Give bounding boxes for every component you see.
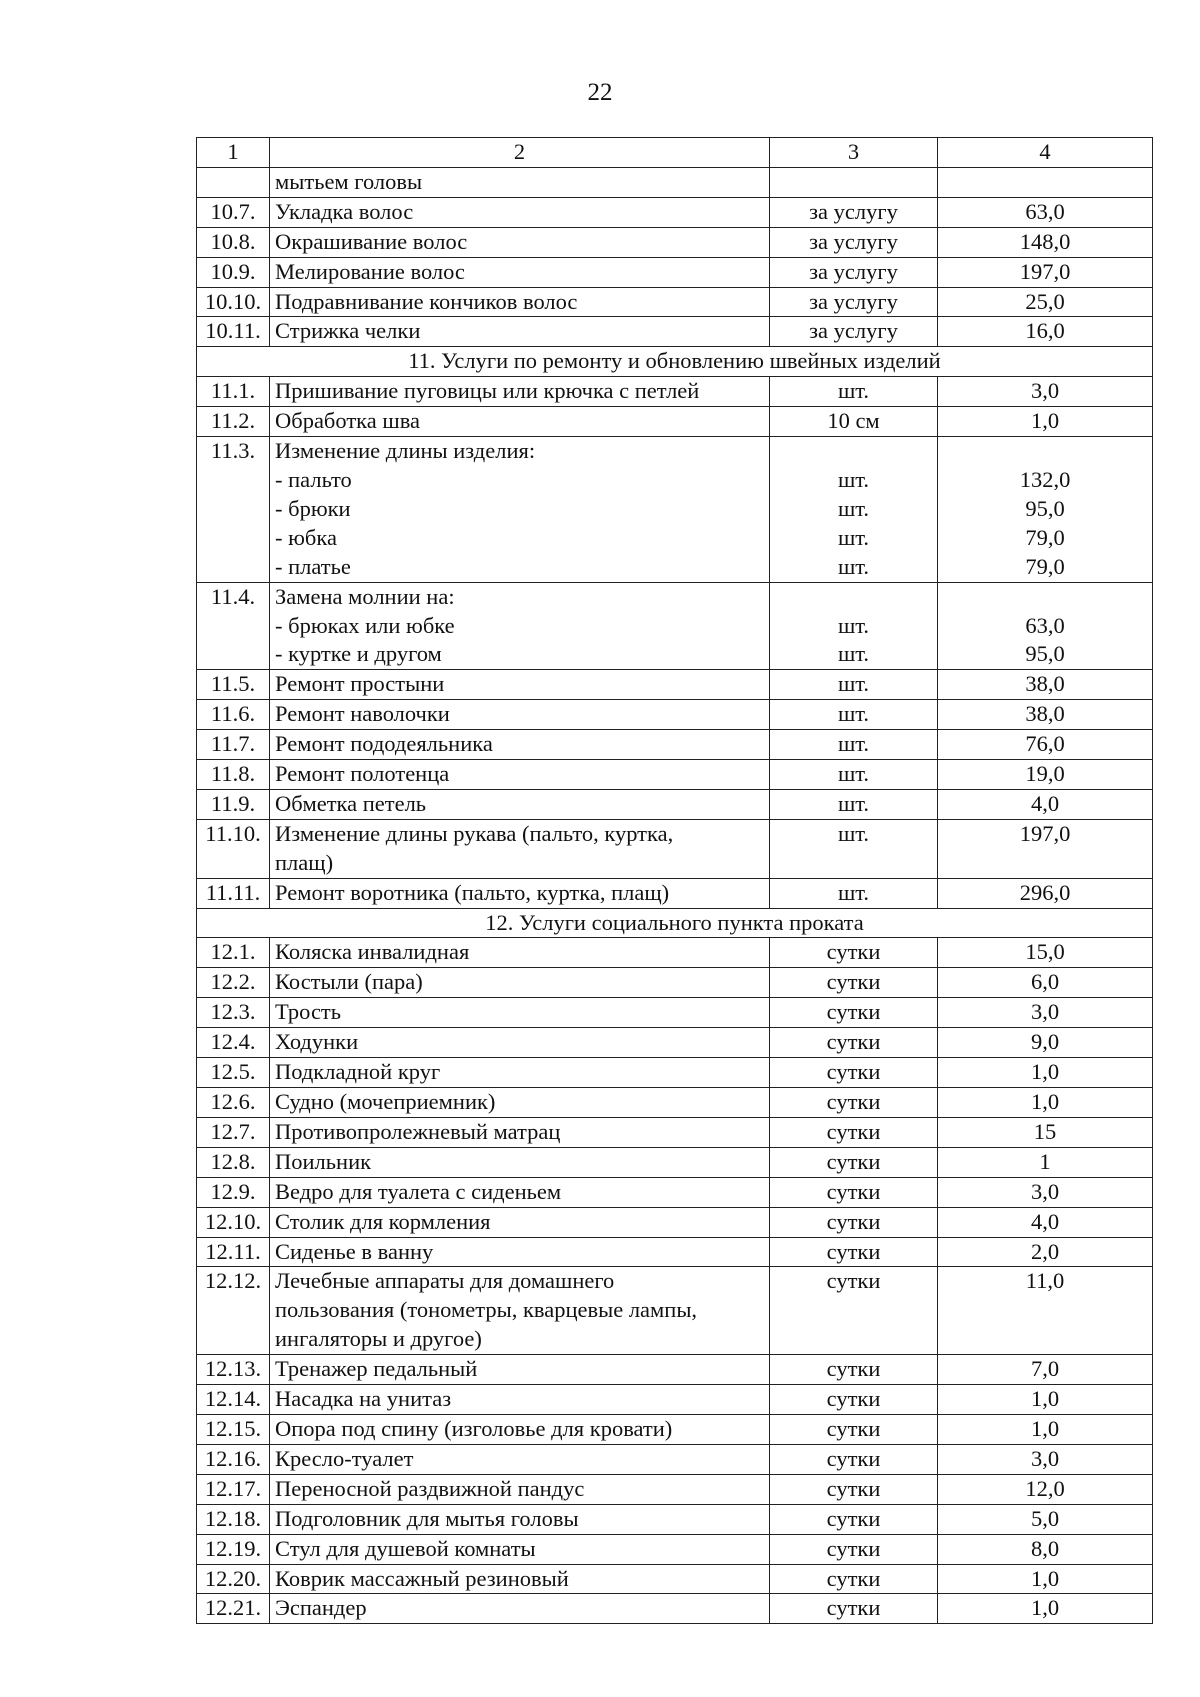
unit bbox=[770, 582, 938, 670]
row-number: 12.16. bbox=[197, 1444, 270, 1474]
header-col-2: 2 bbox=[270, 138, 770, 168]
service-name: Костыли (пара) bbox=[270, 968, 770, 998]
table-row bbox=[197, 968, 1153, 998]
service-name bbox=[270, 437, 770, 583]
price-line: 63,0 bbox=[1025, 612, 1065, 638]
row-number: 12.9. bbox=[197, 1177, 270, 1207]
price-line bbox=[943, 437, 1147, 466]
service-name: Трость bbox=[270, 998, 770, 1028]
unit-line bbox=[775, 583, 932, 612]
service-name: Укладка волос bbox=[270, 197, 770, 227]
row-number: 10.11. bbox=[197, 317, 270, 347]
price: 197,0 bbox=[938, 257, 1153, 287]
unit: сутки bbox=[770, 1177, 938, 1207]
table-row bbox=[197, 938, 1153, 968]
service-name-line: Изменение длины изделия: bbox=[275, 438, 536, 464]
unit-line bbox=[775, 437, 932, 466]
service-name: Тренажер педальный bbox=[270, 1355, 770, 1385]
price: 1,0 bbox=[938, 1058, 1153, 1088]
service-name: Переносной раздвижной пандус bbox=[270, 1474, 770, 1504]
price bbox=[938, 437, 1153, 583]
row-number: 11.10. bbox=[197, 819, 270, 878]
service-name-line: ингаляторы и другое) bbox=[275, 1326, 482, 1352]
price: 7,0 bbox=[938, 1355, 1153, 1385]
table-row bbox=[197, 1267, 1153, 1355]
unit: сутки bbox=[770, 1207, 938, 1237]
price: 16,0 bbox=[938, 317, 1153, 347]
service-name: Стул для душевой комнаты bbox=[270, 1534, 770, 1564]
unit: сутки bbox=[770, 1147, 938, 1177]
price: 3,0 bbox=[938, 998, 1153, 1028]
unit: 10 см bbox=[770, 407, 938, 437]
price: 2,0 bbox=[938, 1237, 1153, 1267]
table-row bbox=[197, 670, 1153, 700]
unit: сутки bbox=[770, 998, 938, 1028]
price: 148,0 bbox=[938, 227, 1153, 257]
service-name: Ведро для туалета с сиденьем bbox=[270, 1177, 770, 1207]
service-name-line: Замена молнии на: bbox=[275, 583, 455, 609]
unit: сутки bbox=[770, 1117, 938, 1147]
table-row bbox=[197, 760, 1153, 790]
table-row bbox=[197, 317, 1153, 347]
unit: сутки bbox=[770, 1474, 938, 1504]
header-row bbox=[197, 138, 1153, 168]
service-name-line: плащ) bbox=[275, 849, 334, 875]
table-row bbox=[197, 1207, 1153, 1237]
unit: за услугу bbox=[770, 197, 938, 227]
table-row bbox=[197, 1385, 1153, 1415]
table-row bbox=[197, 197, 1153, 227]
row-number: 10.10. bbox=[197, 287, 270, 317]
service-name: Мелирование волос bbox=[270, 257, 770, 287]
price bbox=[938, 582, 1153, 670]
header-col-4: 4 bbox=[938, 138, 1153, 168]
table-row bbox=[197, 730, 1153, 760]
row-number: 12.8. bbox=[197, 1147, 270, 1177]
row-number: 12.7. bbox=[197, 1117, 270, 1147]
price-line: 79,0 bbox=[1025, 553, 1065, 579]
service-name: Ремонт пододеяльника bbox=[270, 730, 770, 760]
table-row bbox=[197, 582, 1153, 670]
row-number: 12.19. bbox=[197, 1534, 270, 1564]
price-line: 79,0 bbox=[1025, 524, 1065, 550]
service-name-line: Изменение длины рукава (пальто, куртка, bbox=[275, 820, 674, 846]
service-name: Подравнивание кончиков волос bbox=[270, 287, 770, 317]
price: 25,0 bbox=[938, 287, 1153, 317]
price: 11,0 bbox=[938, 1267, 1153, 1355]
row-number: 12.12. bbox=[197, 1267, 270, 1355]
row-number: 11.4. bbox=[197, 582, 270, 670]
price: 1,0 bbox=[938, 1088, 1153, 1118]
table-row bbox=[197, 1534, 1153, 1564]
price: 19,0 bbox=[938, 760, 1153, 790]
service-name-line: Лечебные аппараты для домашнего bbox=[275, 1268, 615, 1294]
table-row bbox=[197, 1147, 1153, 1177]
unit: сутки bbox=[770, 1028, 938, 1058]
unit bbox=[770, 437, 938, 583]
price-line: 95,0 bbox=[1025, 495, 1065, 521]
service-name: Ремонт воротника (пальто, куртка, плащ) bbox=[270, 878, 770, 908]
table-row bbox=[197, 878, 1153, 908]
table-row bbox=[197, 1564, 1153, 1594]
table-row bbox=[197, 789, 1153, 819]
section-row bbox=[197, 347, 1153, 377]
table-row bbox=[197, 227, 1153, 257]
service-name-line: - пальто bbox=[275, 466, 352, 492]
row-number: 12.4. bbox=[197, 1028, 270, 1058]
row-number: 11.3. bbox=[197, 437, 270, 583]
table-row bbox=[197, 1058, 1153, 1088]
price-line: 132,0 bbox=[1019, 466, 1071, 492]
table-row bbox=[197, 437, 1153, 583]
unit: шт. bbox=[770, 789, 938, 819]
table-row bbox=[197, 1594, 1153, 1624]
price: 5,0 bbox=[938, 1504, 1153, 1534]
unit: шт. bbox=[770, 878, 938, 908]
unit: сутки bbox=[770, 1385, 938, 1415]
price: 15,0 bbox=[938, 938, 1153, 968]
table-row bbox=[197, 287, 1153, 317]
price: 296,0 bbox=[938, 878, 1153, 908]
price-line bbox=[943, 583, 1147, 612]
row-number: 10.9. bbox=[197, 257, 270, 287]
service-name: Эспандер bbox=[270, 1594, 770, 1624]
unit: шт. bbox=[770, 760, 938, 790]
unit: сутки bbox=[770, 1504, 938, 1534]
row-number: 11.6. bbox=[197, 700, 270, 730]
unit: сутки bbox=[770, 968, 938, 998]
price-line: 95,0 bbox=[1025, 641, 1065, 667]
unit: шт. bbox=[770, 819, 938, 878]
row-number: 12.5. bbox=[197, 1058, 270, 1088]
service-name-line: - платье bbox=[275, 553, 351, 579]
service-name: Обметка петель bbox=[270, 789, 770, 819]
service-name: Поильник bbox=[270, 1147, 770, 1177]
unit: сутки bbox=[770, 1444, 938, 1474]
service-name: Опора под спину (изголовье для кровати) bbox=[270, 1414, 770, 1444]
table-row bbox=[197, 1028, 1153, 1058]
row-number: 12.3. bbox=[197, 998, 270, 1028]
table-row bbox=[197, 407, 1153, 437]
price: 3,0 bbox=[938, 1444, 1153, 1474]
price: 1,0 bbox=[938, 1594, 1153, 1624]
price: 9,0 bbox=[938, 1028, 1153, 1058]
unit: сутки bbox=[770, 1355, 938, 1385]
row-number bbox=[197, 167, 270, 197]
price: 15 bbox=[938, 1117, 1153, 1147]
section-row bbox=[197, 908, 1153, 938]
unit: за услугу bbox=[770, 257, 938, 287]
price: 76,0 bbox=[938, 730, 1153, 760]
price: 1,0 bbox=[938, 1414, 1153, 1444]
service-name bbox=[270, 1267, 770, 1355]
price: 1,0 bbox=[938, 1385, 1153, 1415]
table-row bbox=[197, 1237, 1153, 1267]
table-row bbox=[197, 1474, 1153, 1504]
price: 38,0 bbox=[938, 700, 1153, 730]
table-row bbox=[197, 1444, 1153, 1474]
unit-line: шт. bbox=[837, 495, 870, 521]
service-name: Судно (мочеприемник) bbox=[270, 1088, 770, 1118]
row-number: 10.7. bbox=[197, 197, 270, 227]
row-number: 11.1. bbox=[197, 377, 270, 407]
service-name: Ремонт полотенца bbox=[270, 760, 770, 790]
header-col-1: 1 bbox=[197, 138, 270, 168]
price: 197,0 bbox=[938, 819, 1153, 878]
row-number: 11.11. bbox=[197, 878, 270, 908]
row-number: 12.2. bbox=[197, 968, 270, 998]
price: 4,0 bbox=[938, 1207, 1153, 1237]
table-row bbox=[197, 998, 1153, 1028]
table-row bbox=[197, 1355, 1153, 1385]
row-number: 12.6. bbox=[197, 1088, 270, 1118]
service-name: Коляска инвалидная bbox=[270, 938, 770, 968]
service-name: Сиденье в ванну bbox=[270, 1237, 770, 1267]
service-name-line: - брюках или юбке bbox=[275, 612, 455, 638]
service-name: Подголовник для мытья головы bbox=[270, 1504, 770, 1534]
unit: шт. bbox=[770, 700, 938, 730]
table-row bbox=[197, 377, 1153, 407]
row-number: 11.5. bbox=[197, 670, 270, 700]
service-name: Ходунки bbox=[270, 1028, 770, 1058]
service-name-line: - брюки bbox=[275, 495, 351, 521]
unit: сутки bbox=[770, 1237, 938, 1267]
unit: сутки bbox=[770, 938, 938, 968]
row-number: 12.17. bbox=[197, 1474, 270, 1504]
unit-line: шт. bbox=[837, 524, 870, 550]
price: 1 bbox=[938, 1147, 1153, 1177]
price-table bbox=[196, 137, 1153, 1624]
service-name: Пришивание пуговицы или крючка с петлей bbox=[270, 377, 770, 407]
price bbox=[938, 167, 1153, 197]
service-name: Окрашивание волос bbox=[270, 227, 770, 257]
table-row bbox=[197, 1504, 1153, 1534]
page-number: 22 bbox=[587, 79, 613, 106]
row-number: 11.7. bbox=[197, 730, 270, 760]
unit: за услугу bbox=[770, 317, 938, 347]
table-row bbox=[197, 700, 1153, 730]
service-name: Ремонт простыни bbox=[270, 670, 770, 700]
unit bbox=[770, 167, 938, 197]
row-number: 10.8. bbox=[197, 227, 270, 257]
service-name-line: пользования (тонометры, кварцевые лампы, bbox=[275, 1297, 698, 1323]
row-number: 12.15. bbox=[197, 1414, 270, 1444]
table-row bbox=[197, 167, 1153, 197]
service-name: Кресло-туалет bbox=[270, 1444, 770, 1474]
price: 1,0 bbox=[938, 407, 1153, 437]
unit-line: шт. bbox=[837, 612, 870, 638]
row-number: 11.9. bbox=[197, 789, 270, 819]
service-name: Обработка шва bbox=[270, 407, 770, 437]
row-number: 12.18. bbox=[197, 1504, 270, 1534]
service-name: Коврик массажный резиновый bbox=[270, 1564, 770, 1594]
price: 4,0 bbox=[938, 789, 1153, 819]
unit: сутки bbox=[770, 1267, 938, 1355]
service-name: Насадка на унитаз bbox=[270, 1385, 770, 1415]
row-number: 12.20. bbox=[197, 1564, 270, 1594]
service-name-line: - юбка bbox=[275, 524, 337, 550]
price: 8,0 bbox=[938, 1534, 1153, 1564]
service-name: Столик для кормления bbox=[270, 1207, 770, 1237]
service-name bbox=[270, 582, 770, 670]
table-body bbox=[197, 167, 1153, 1623]
unit: сутки bbox=[770, 1594, 938, 1624]
table-row bbox=[197, 1088, 1153, 1118]
service-name: мытьем головы bbox=[270, 167, 770, 197]
service-name: Подкладной круг bbox=[270, 1058, 770, 1088]
row-number: 12.1. bbox=[197, 938, 270, 968]
section-title: 11. Услуги по ремонту и обновлению швейных изделий bbox=[197, 347, 1153, 377]
row-number: 11.8. bbox=[197, 760, 270, 790]
row-number: 12.11. bbox=[197, 1237, 270, 1267]
unit: шт. bbox=[770, 670, 938, 700]
table-row bbox=[197, 1414, 1153, 1444]
unit: сутки bbox=[770, 1088, 938, 1118]
table-row bbox=[197, 1177, 1153, 1207]
unit: сутки bbox=[770, 1564, 938, 1594]
table-row bbox=[197, 819, 1153, 878]
table-row bbox=[197, 257, 1153, 287]
price: 3,0 bbox=[938, 1177, 1153, 1207]
price: 38,0 bbox=[938, 670, 1153, 700]
row-number: 12.21. bbox=[197, 1594, 270, 1624]
row-number: 12.10. bbox=[197, 1207, 270, 1237]
price: 6,0 bbox=[938, 968, 1153, 998]
header-col-3: 3 bbox=[770, 138, 938, 168]
unit: за услугу bbox=[770, 227, 938, 257]
unit: за услугу bbox=[770, 287, 938, 317]
unit: сутки bbox=[770, 1414, 938, 1444]
section-title: 12. Услуги социального пункта проката bbox=[197, 908, 1153, 938]
unit-line: шт. bbox=[837, 553, 870, 579]
price: 3,0 bbox=[938, 377, 1153, 407]
table-row bbox=[197, 1117, 1153, 1147]
unit: сутки bbox=[770, 1534, 938, 1564]
price: 1,0 bbox=[938, 1564, 1153, 1594]
unit: шт. bbox=[770, 730, 938, 760]
service-name-line: - куртке и другом bbox=[275, 641, 442, 667]
unit: сутки bbox=[770, 1058, 938, 1088]
row-number: 12.13. bbox=[197, 1355, 270, 1385]
unit: шт. bbox=[770, 377, 938, 407]
row-number: 11.2. bbox=[197, 407, 270, 437]
price: 12,0 bbox=[938, 1474, 1153, 1504]
row-number: 12.14. bbox=[197, 1385, 270, 1415]
service-name bbox=[270, 819, 770, 878]
service-name: Противопролежневый матрац bbox=[270, 1117, 770, 1147]
unit-line: шт. bbox=[837, 641, 870, 667]
price: 63,0 bbox=[938, 197, 1153, 227]
unit-line: шт. bbox=[837, 466, 870, 492]
service-name: Стрижка челки bbox=[270, 317, 770, 347]
service-name: Ремонт наволочки bbox=[270, 700, 770, 730]
